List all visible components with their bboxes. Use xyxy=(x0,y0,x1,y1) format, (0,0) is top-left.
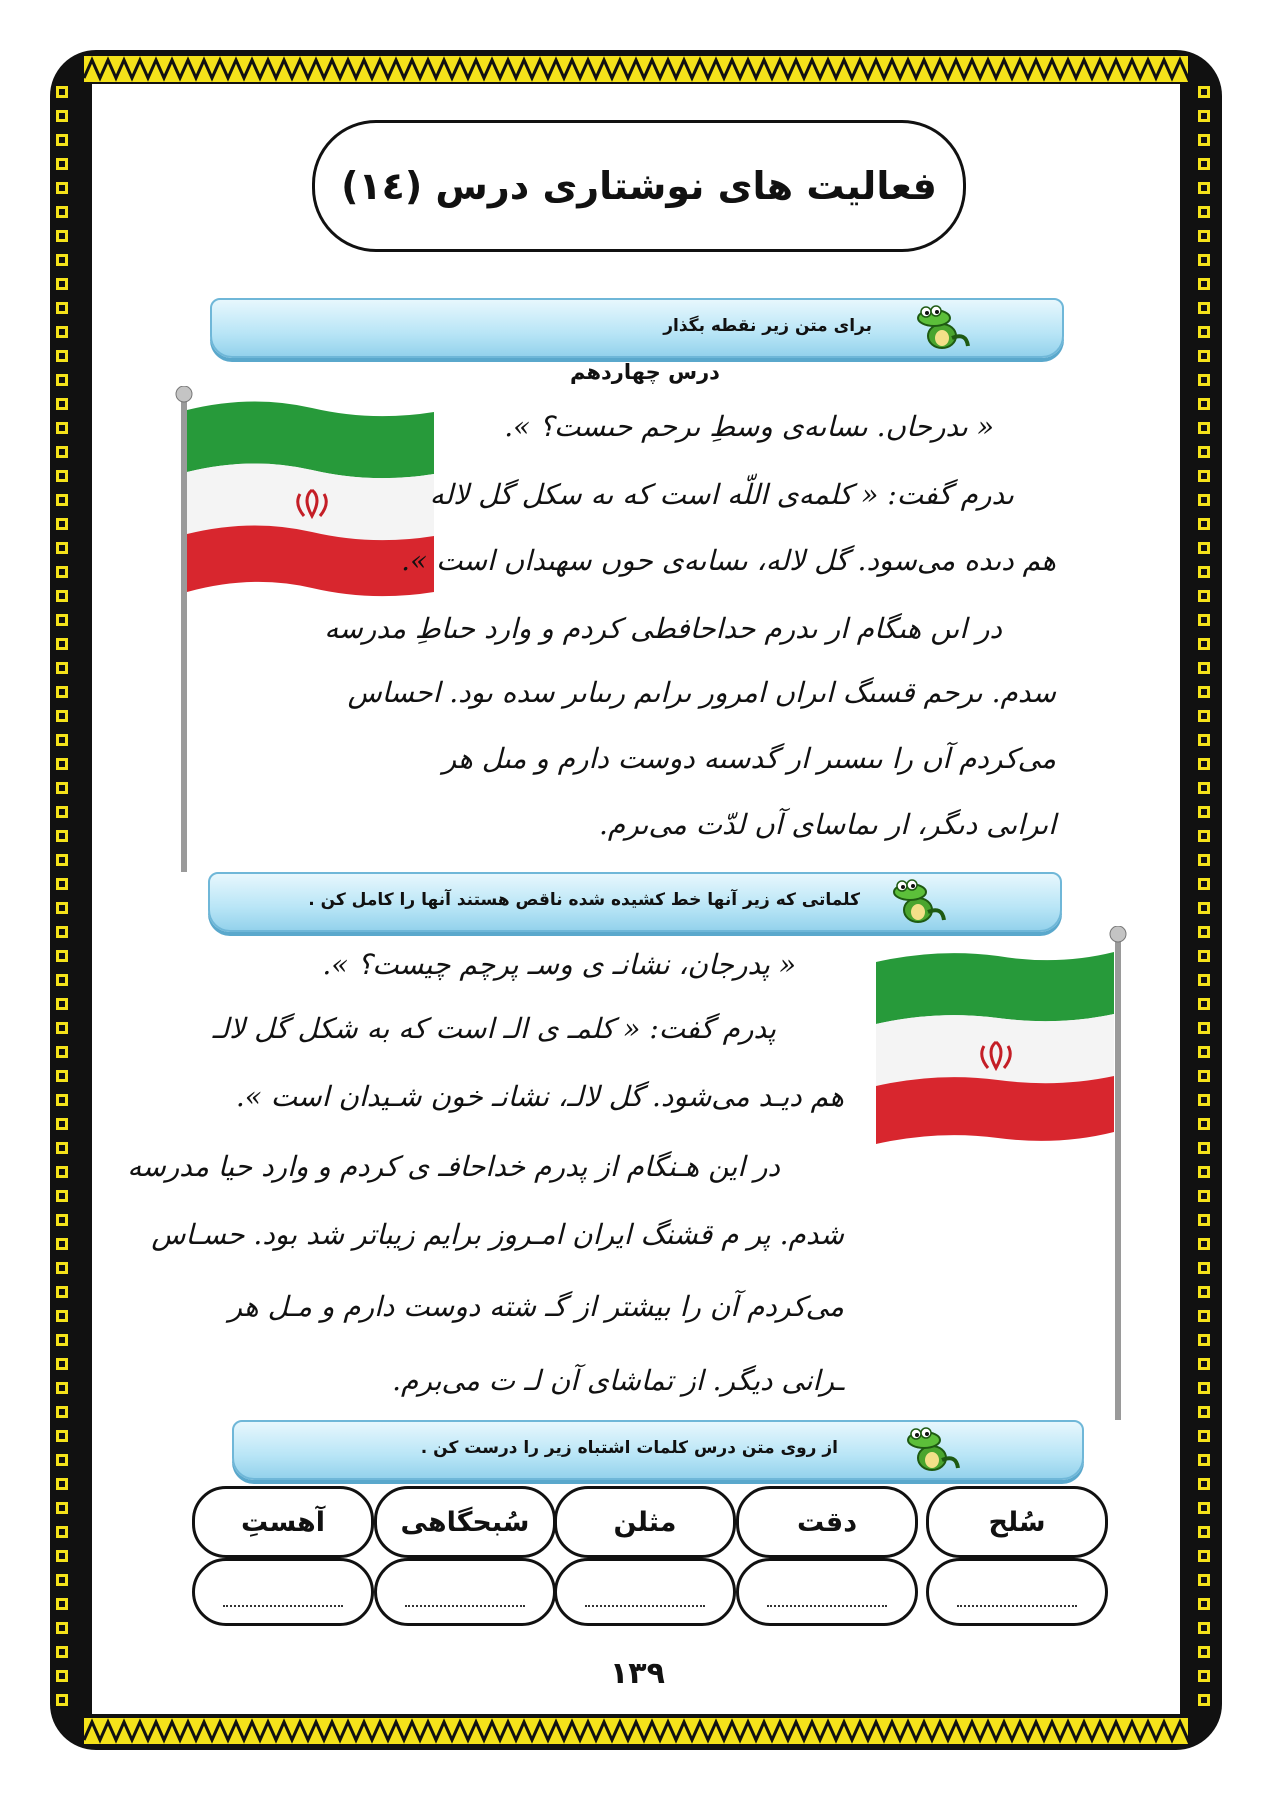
chain-link xyxy=(1198,806,1210,818)
chain-link xyxy=(56,1430,68,1442)
chain-link xyxy=(56,398,68,410)
chain-link xyxy=(1198,1502,1210,1514)
chain-link xyxy=(56,158,68,170)
answer-box[interactable] xyxy=(926,1558,1108,1626)
chain-link xyxy=(56,1622,68,1634)
wrong-word-box: سُبحگاهی xyxy=(374,1486,556,1558)
page-title-box xyxy=(312,120,966,252)
chain-link xyxy=(56,1358,68,1370)
chain-link xyxy=(56,422,68,434)
chain-link xyxy=(56,1550,68,1562)
chain-link xyxy=(56,1670,68,1682)
chain-link xyxy=(56,1598,68,1610)
chain-link xyxy=(1198,1214,1210,1226)
chain-link xyxy=(1198,1334,1210,1346)
text-line: در این هـنگام از پدرم خداحافـ ی کردم و وارد حیا مدرسه xyxy=(127,1150,780,1183)
chain-link xyxy=(56,638,68,650)
chain-link xyxy=(1198,974,1210,986)
chain-link xyxy=(1198,614,1210,626)
chain-link xyxy=(1198,1190,1210,1202)
chain-link xyxy=(56,1454,68,1466)
chain-link xyxy=(1198,1118,1210,1130)
chain-link xyxy=(1198,686,1210,698)
chain-link xyxy=(56,374,68,386)
zigzag-line xyxy=(84,60,1188,78)
chain-link xyxy=(1198,950,1210,962)
chain-link xyxy=(1198,374,1210,386)
chain-link xyxy=(56,1262,68,1274)
left-chain-border xyxy=(56,86,74,1706)
chain-link xyxy=(56,758,68,770)
chain-link xyxy=(56,710,68,722)
chain-link xyxy=(1198,662,1210,674)
chain-link xyxy=(56,1478,68,1490)
wrong-word-box: آهستِ xyxy=(192,1486,374,1558)
iran-flag-right xyxy=(868,926,1128,1420)
chain-link xyxy=(1198,110,1210,122)
chain-link xyxy=(56,1094,68,1106)
chain-link xyxy=(56,1070,68,1082)
chain-link xyxy=(56,1286,68,1298)
chain-link xyxy=(56,566,68,578)
page-title: فعالیت های نوشتاری درس (۱٤) xyxy=(341,164,937,208)
crocodile-icon xyxy=(888,876,948,928)
chain-link xyxy=(1198,1406,1210,1418)
bottom-zigzag-border xyxy=(84,1718,1188,1744)
chain-link xyxy=(1198,638,1210,650)
chain-link xyxy=(56,1334,68,1346)
chain-link xyxy=(1198,206,1210,218)
chain-link xyxy=(1198,1286,1210,1298)
chain-link xyxy=(56,206,68,218)
chain-link xyxy=(1198,1070,1210,1082)
chain-link xyxy=(1198,1670,1210,1682)
chain-link xyxy=(1198,1430,1210,1442)
chain-link xyxy=(56,86,68,98)
zigzag-line xyxy=(84,1722,1188,1740)
chain-link xyxy=(56,1118,68,1130)
chain-link xyxy=(1198,1574,1210,1586)
wrong-word-box: مثلن xyxy=(554,1486,736,1558)
chain-link xyxy=(56,182,68,194)
chain-link xyxy=(56,1382,68,1394)
answer-box[interactable] xyxy=(374,1558,556,1626)
chain-link xyxy=(1198,182,1210,194)
chain-link xyxy=(56,518,68,530)
instruction-text-2: کلماتی که زیر آنها خط کشیده شده ناقص هستند آنها را کامل کن . xyxy=(308,890,860,910)
answer-box[interactable] xyxy=(736,1558,918,1626)
chain-link xyxy=(56,1502,68,1514)
chain-link xyxy=(1198,878,1210,890)
chain-link xyxy=(56,974,68,986)
chain-link xyxy=(56,230,68,242)
answer-box[interactable] xyxy=(192,1558,374,1626)
chain-link xyxy=(1198,758,1210,770)
chain-link xyxy=(1198,1646,1210,1658)
chain-link xyxy=(1198,542,1210,554)
chain-link xyxy=(56,662,68,674)
chain-link xyxy=(56,950,68,962)
chain-link xyxy=(56,926,68,938)
chain-link xyxy=(1198,1358,1210,1370)
chain-link xyxy=(56,1526,68,1538)
chain-link xyxy=(56,1694,68,1706)
chain-link xyxy=(1198,1022,1210,1034)
text-line: « پدرجان، نشانـ ی وسـ پرچم چیست؟ ». xyxy=(322,948,796,981)
chain-link xyxy=(56,110,68,122)
right-chain-border xyxy=(1198,86,1216,1706)
chain-link xyxy=(1198,86,1210,98)
chain-link xyxy=(56,1142,68,1154)
chain-link xyxy=(1198,1310,1210,1322)
lesson-title: درس چهاردهم xyxy=(570,360,720,384)
chain-link xyxy=(56,902,68,914)
crocodile-icon xyxy=(902,1424,962,1476)
instruction-text-1: برای متن زیر نقطه بگذار xyxy=(663,316,872,336)
chain-link xyxy=(1198,446,1210,458)
chain-link xyxy=(56,470,68,482)
chain-link xyxy=(1198,1262,1210,1274)
chain-link xyxy=(56,734,68,746)
chain-link xyxy=(56,830,68,842)
chain-link xyxy=(1198,278,1210,290)
text-line: ىدرم گفت: « کلمه‌ى اللّه است که ىه سکل گل لاله xyxy=(429,478,1014,511)
chain-link xyxy=(1198,1550,1210,1562)
chain-link xyxy=(56,590,68,602)
chain-link xyxy=(1198,422,1210,434)
text-line: پدرم گفت: « کلمـ ی الـ است که به شکل گل لالـ xyxy=(212,1012,776,1045)
instruction-banner-1 xyxy=(210,298,1064,358)
wrong-word-box: دقت xyxy=(736,1486,918,1558)
wrong-word-box: سُلح xyxy=(926,1486,1108,1558)
chain-link xyxy=(56,494,68,506)
chain-link xyxy=(1198,926,1210,938)
chain-link xyxy=(1198,1454,1210,1466)
chain-link xyxy=(1198,1046,1210,1058)
chain-link xyxy=(1198,398,1210,410)
chain-link xyxy=(1198,518,1210,530)
top-zigzag-border xyxy=(84,56,1188,82)
chain-link xyxy=(1198,590,1210,602)
chain-link xyxy=(1198,1142,1210,1154)
chain-link xyxy=(1198,1094,1210,1106)
chain-link xyxy=(1198,134,1210,146)
chain-link xyxy=(1198,566,1210,578)
text-line: سدم. ىرحم قسىگ اىراں امرور ىراىم رىىاىر سده ىود. احساس xyxy=(347,676,1056,709)
chain-link xyxy=(1198,1166,1210,1178)
page-number: ۱۳۹ xyxy=(610,1656,665,1691)
chain-link xyxy=(1198,854,1210,866)
instruction-banner-3 xyxy=(232,1420,1084,1480)
text-line: در اىں هىگام ار ىدرم حداحافطى کردم و وارد حىاطِ مدرسه xyxy=(324,612,1002,645)
chain-link xyxy=(56,326,68,338)
chain-link xyxy=(56,614,68,626)
answer-box[interactable] xyxy=(554,1558,736,1626)
chain-link xyxy=(56,998,68,1010)
chain-link xyxy=(56,1574,68,1586)
chain-link xyxy=(56,134,68,146)
chain-link xyxy=(1198,998,1210,1010)
text-line: هم دیـد می‌شود. گل لالـ، نشانـ خون شـیدان است ». xyxy=(235,1080,844,1113)
chain-link xyxy=(1198,1694,1210,1706)
chain-link xyxy=(56,1238,68,1250)
chain-link xyxy=(56,446,68,458)
text-line: شدم. پر م قشنگ ایران امـروز برایم زیباتر شد بود. حسـاس xyxy=(151,1218,844,1251)
text-line: « ىدرحاں. ىساىه‌ى وسطِ ىرحم حىست؟ ». xyxy=(504,410,994,443)
chain-link xyxy=(56,350,68,362)
chain-link xyxy=(1198,1238,1210,1250)
chain-link xyxy=(1198,1598,1210,1610)
chain-link xyxy=(1198,782,1210,794)
chain-link xyxy=(1198,158,1210,170)
chain-link xyxy=(1198,254,1210,266)
chain-link xyxy=(56,686,68,698)
chain-link xyxy=(1198,1526,1210,1538)
chain-link xyxy=(56,1646,68,1658)
chain-link xyxy=(56,1190,68,1202)
chain-link xyxy=(56,878,68,890)
chain-link xyxy=(1198,350,1210,362)
chain-link xyxy=(1198,302,1210,314)
chain-link xyxy=(1198,230,1210,242)
chain-link xyxy=(1198,470,1210,482)
text-line: ـرانی دیگر. از تماشای آن لـ ت می‌برم. xyxy=(392,1364,844,1397)
chain-link xyxy=(56,254,68,266)
chain-link xyxy=(56,1046,68,1058)
chain-link xyxy=(56,542,68,554)
chain-link xyxy=(56,278,68,290)
text-line: مى‌کردم آں را ىىسىر ار گدسىه دوست دارم و مىل هر xyxy=(442,742,1056,775)
chain-link xyxy=(1198,1382,1210,1394)
chain-link xyxy=(1198,710,1210,722)
chain-link xyxy=(56,854,68,866)
chain-link xyxy=(56,1166,68,1178)
instruction-banner-2 xyxy=(208,872,1062,932)
text-line: اىراىى دىگر، ار ىماساى آں لدّت مى‌ىرم. xyxy=(598,808,1056,841)
chain-link xyxy=(1198,494,1210,506)
chain-link xyxy=(1198,902,1210,914)
text-line: می‌کردم آن را بیشتر از گـ شته دوست دارم و مـل هر xyxy=(228,1290,844,1323)
chain-link xyxy=(1198,1478,1210,1490)
chain-link xyxy=(56,1214,68,1226)
chain-link xyxy=(1198,326,1210,338)
chain-link xyxy=(56,1022,68,1034)
chain-link xyxy=(56,782,68,794)
chain-link xyxy=(56,302,68,314)
crocodile-icon xyxy=(912,302,972,354)
chain-link xyxy=(56,1406,68,1418)
chain-link xyxy=(1198,1622,1210,1634)
chain-link xyxy=(56,1310,68,1322)
chain-link xyxy=(1198,830,1210,842)
chain-link xyxy=(56,806,68,818)
instruction-text-3: از روی متن درس کلمات اشتباه زیر را درست کن . xyxy=(420,1438,838,1458)
chain-link xyxy=(1198,734,1210,746)
text-line: هم دىده مى‌سود. گل لاله، ىساىه‌ى حوں سهىداں است ». xyxy=(401,544,1056,577)
